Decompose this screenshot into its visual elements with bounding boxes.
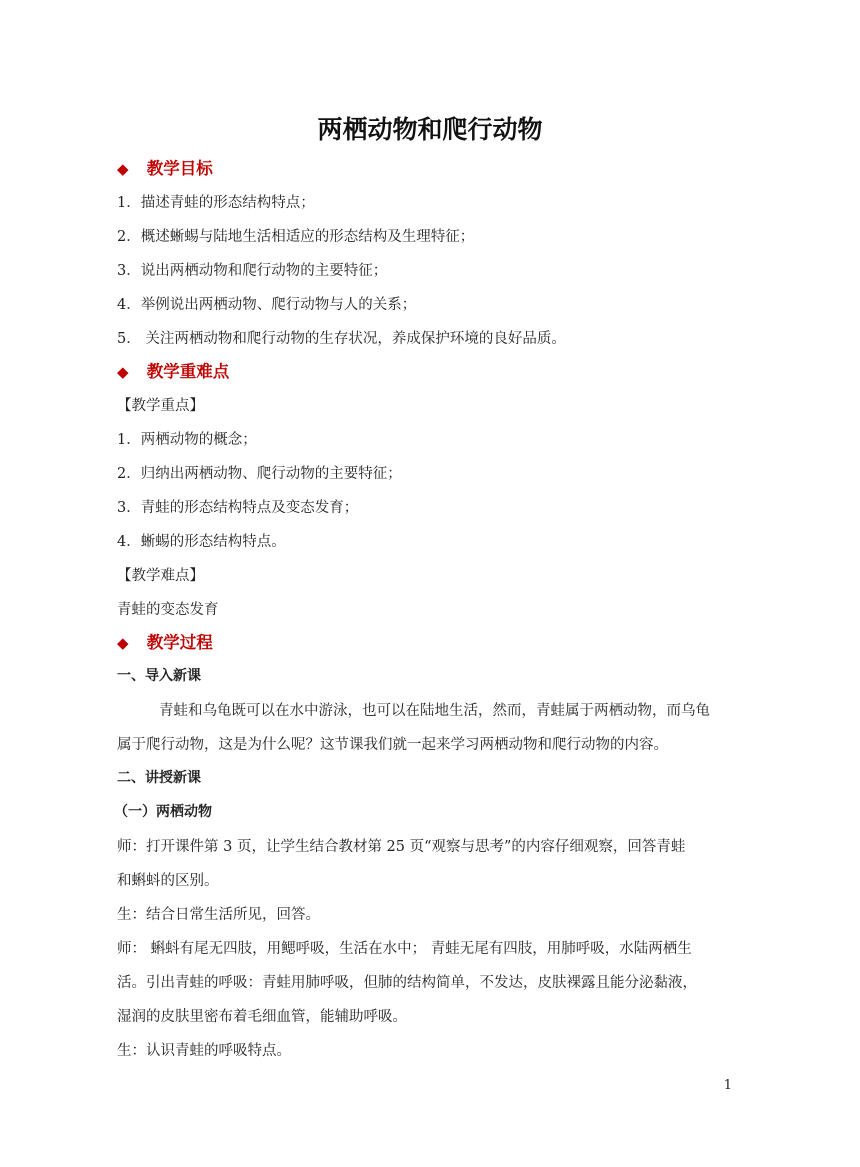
paragraph-line: 属于爬行动物，这是为什么呢？这节课我们就一起来学习两栖动物和爬行动物的内容。 (117, 737, 668, 753)
diamond-bullet-icon: ◆ (117, 160, 129, 178)
section-heading-label: 教学重难点 (146, 362, 230, 381)
goal-item: 5． 关注两栖动物和爬行动物的生存状况，养成保护环境的良好品质。 (117, 331, 566, 347)
section-heading-label: 教学目标 (146, 159, 213, 178)
goal-item: 3．说出两栖动物和爬行动物的主要特征； (117, 263, 388, 279)
goal-item: 4．举例说出两栖动物、爬行动物与人的关系； (117, 297, 417, 313)
paragraph-line: 和蝌蚪的区别。 (117, 873, 219, 889)
section-heading-label: 教学过程 (146, 633, 213, 652)
section-heading-goals (117, 155, 213, 179)
paragraph-line: 活。引出青蛙的呼吸：青蛙用肺呼吸，但肺的结构简单，不发达，皮肤裸露且能分泌黏液， (117, 975, 697, 991)
key-point-item: 2．归纳出两栖动物、爬行动物的主要特征； (117, 466, 402, 482)
paragraph-line: 生：认识青蛙的呼吸特点。 (117, 1043, 291, 1059)
diamond-bullet-icon: ◆ (117, 634, 129, 652)
difficult-points-label: 【教学难点】 (117, 568, 204, 584)
section-heading-key-points (117, 358, 229, 382)
page-number: 1 (723, 1078, 732, 1093)
goal-item: 2．概述蜥蜴与陆地生活相适应的形态结构及生理特征； (117, 229, 475, 245)
key-point-item: 1．两栖动物的概念； (117, 432, 257, 448)
paragraph-line: 师：打开课件第 3 页，让学生结合教材第 25 页“观察与思考”的内容仔细观察，回答青蛙 (117, 839, 686, 855)
subheading-amphibians: （一）两栖动物 (114, 804, 212, 820)
key-points-label: 【教学重点】 (117, 398, 204, 414)
paragraph-line: 青蛙和乌龟既可以在水中游泳，也可以在陆地生活，然而，青蛙属于两栖动物，而乌龟 (159, 703, 710, 719)
paragraph-line: 师： 蝌蚪有尾无四肢，用鳃呼吸，生活在水中； 青蛙无尾有四肢，用肺呼吸，水陆两栖生 (117, 941, 692, 957)
page-title: 两栖动物和爬行动物 (317, 115, 543, 144)
key-point-item: 4．蜥蜴的形态结构特点。 (117, 534, 286, 550)
key-point-item: 3．青蛙的形态结构特点及变态发育； (117, 500, 359, 516)
goal-item: 1．描述青蛙的形态结构特点； (117, 195, 315, 211)
paragraph-line: 湿润的皮肤里密布着毛细血管，能辅助呼吸。 (117, 1009, 407, 1025)
section-heading-process (117, 629, 213, 653)
diamond-bullet-icon: ◆ (117, 363, 129, 381)
difficult-point-item: 青蛙的变态发育 (117, 602, 219, 618)
paragraph-line: 生：结合日常生活所见，回答。 (117, 907, 320, 923)
subheading-intro: 一、导入新课 (117, 668, 201, 684)
subheading-teaching: 二、讲授新课 (117, 770, 201, 786)
